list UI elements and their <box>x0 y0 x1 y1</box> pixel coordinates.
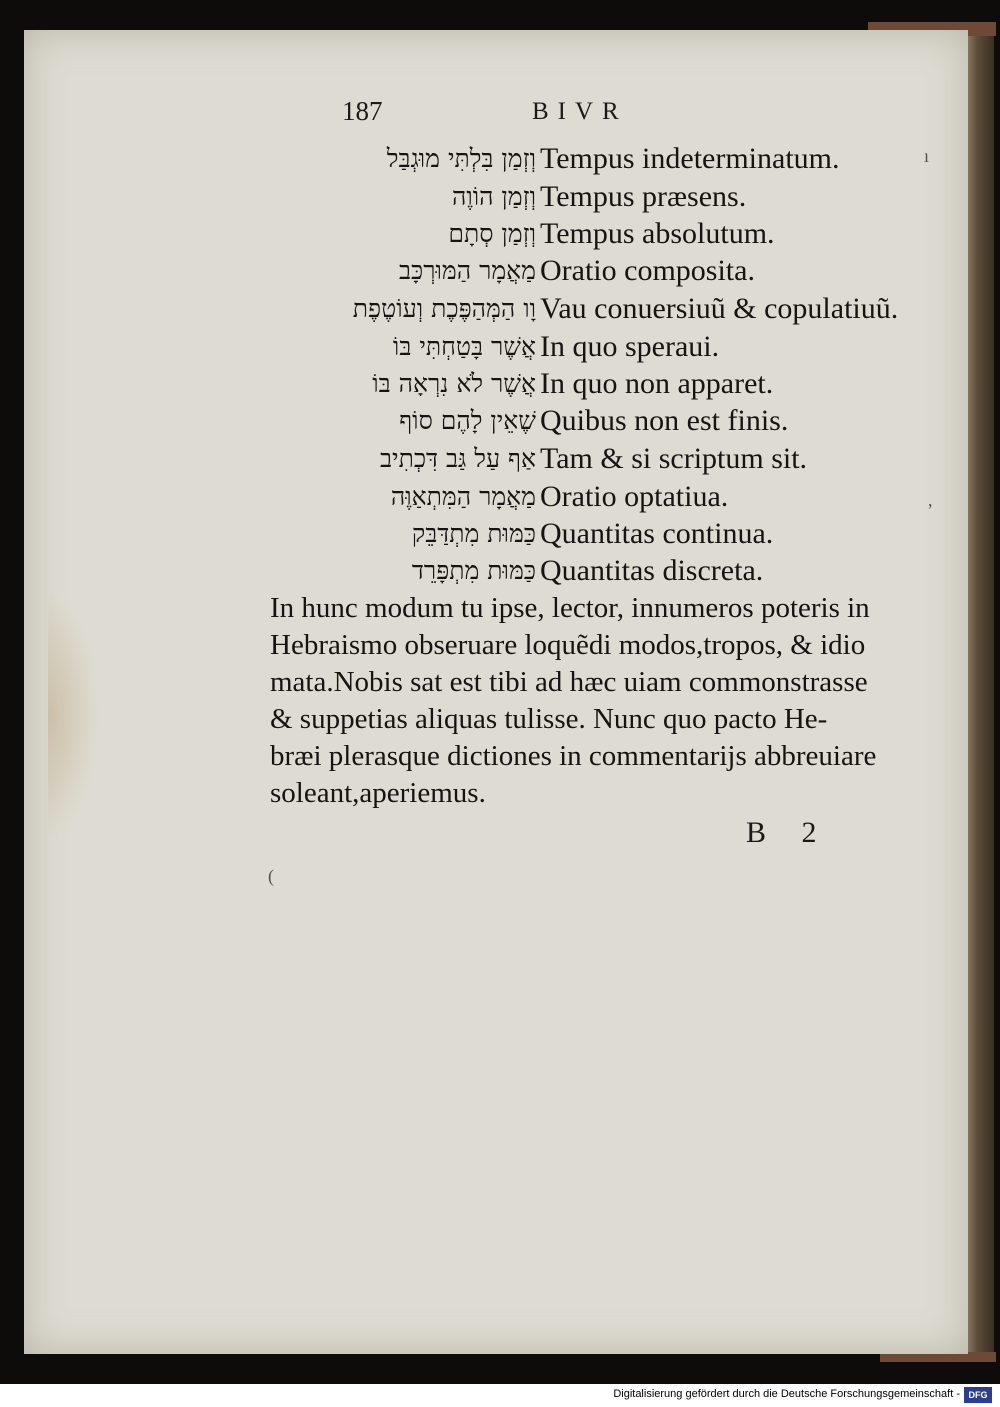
latin-term: Oratio optatiua. <box>540 480 729 513</box>
hebrew-term: וָו הַמְּהַפֶּכֶת וְעוֹטֶפֶת <box>352 294 536 323</box>
page-number: 187 <box>342 96 383 126</box>
hebrew-term: וְזְמַן סְתָם <box>448 219 536 248</box>
page-header <box>330 96 690 130</box>
show-through-mark: ( <box>268 866 274 886</box>
glossary-entry <box>0 402 1000 440</box>
latin-term: Quibus non est finis. <box>540 404 789 437</box>
glossary-entry <box>0 252 1000 290</box>
glossary-entry <box>0 215 1000 253</box>
latin-term: In quo speraui. <box>540 330 720 363</box>
glossary-entry <box>0 552 1000 590</box>
hebrew-term: שֶׁאֵין לָהֶם סוֹף <box>399 406 536 435</box>
latin-term: Oratio composita. <box>540 254 755 287</box>
glossary-entry <box>0 290 1000 328</box>
latin-term: Quantitas discreta. <box>540 554 764 587</box>
hebrew-term: אֲשֶׁר בָּטַחְתִּי בּוֹ <box>392 332 536 361</box>
hebrew-term: מַאֲמָר הַמּוּרְכָּב <box>398 256 536 285</box>
show-through-mark: ı <box>924 146 930 166</box>
glossary-entry <box>0 478 1000 516</box>
glossary-entry <box>0 515 1000 553</box>
running-head: BIVR <box>532 98 628 125</box>
latin-term: Tempus absolutum. <box>540 217 775 250</box>
body-paragraph: In hunc modum tu ipse, lector, innumeros poteris in Hebraismo obseruare loquẽdi modos,tropos, & idio mata.Nobis sat est tibi ad hæc uiam commonstrasse & suppetias aliquas tulisse. Nunc quo pacto He- bræi plerasque dictiones in commentarijs abbreuiare soleant,aperiemus. <box>270 592 877 809</box>
hebrew-term: מַאֲמָר הַמִּתְאַוֶּה <box>390 482 536 511</box>
page-stain <box>48 590 100 840</box>
hebrew-term: וְזְמַן בִּלְתִּי מוּגְבַּל <box>386 144 536 173</box>
glossary-entry <box>0 140 1000 178</box>
dfg-logo: DFG <box>964 1387 992 1403</box>
glossary-entry <box>0 365 1000 403</box>
footer-bar <box>0 1384 1000 1407</box>
hebrew-term: אֲשֶׁר לֹא נִרְאָה בּוֹ <box>372 369 536 398</box>
hebrew-term: וְזְמַן הוֹוֶה <box>451 182 536 211</box>
signature-mark: B 2 <box>746 816 831 849</box>
funding-credit: Digitalisierung gefördert durch die Deutsche Forschungsgemeinschaft - <box>613 1388 960 1400</box>
latin-term: Tam & si scriptum sit. <box>540 442 808 475</box>
glossary-entry <box>0 440 1000 478</box>
hebrew-term: כַּמּוּת מִתְדַּבֵּק <box>411 519 536 548</box>
latin-term: Tempus indeterminatum. <box>540 142 840 175</box>
glossary-entry <box>0 328 1000 366</box>
latin-term: Quantitas continua. <box>540 517 774 550</box>
latin-term: Vau conuersiuũ & copulatiuũ. <box>540 292 899 325</box>
latin-term: Tempus præsens. <box>540 180 747 213</box>
glossary-entry <box>0 178 1000 216</box>
show-through-mark: , <box>928 490 933 510</box>
latin-term: In quo non apparet. <box>540 367 774 400</box>
hebrew-term: כַּמּוּת מִתְפָּרֵד <box>411 556 536 585</box>
hebrew-term: אַף עַל גַּב דִּכְתִיב <box>379 444 536 473</box>
